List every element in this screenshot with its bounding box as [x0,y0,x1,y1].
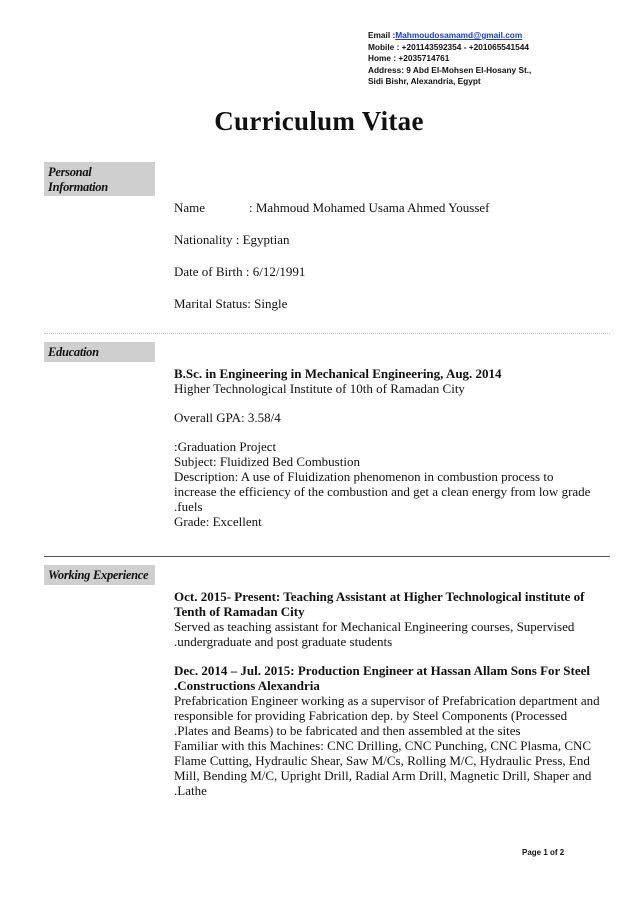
job2-description-line-1: Prefabrication Engineer working as a supervisor of Prefabrication department and [174,693,600,708]
graduation-project-label: :Graduation Project [174,439,277,454]
nationality-row: Nationality : Egyptian [174,232,290,247]
institute: Higher Technological Institute of 10th of Ramadan City [174,381,465,396]
personal-heading-line-1: Personal [48,165,92,179]
page-title: Curriculum Vitae [214,106,424,136]
personal-heading-line-2: Information [48,180,108,194]
mobile-line: Mobile : +201143592354 - +201065541544 [368,41,529,52]
gpa: Overall GPA: 3.58/4 [174,410,281,425]
job2-description-line-6: Mill, Bending M/C, Upright Drill, Radial Arm Drill, Magnetic Drill, Shaper and [174,768,592,783]
job2-description-line-2: responsible for providing Fabrication dep. by Steel Components (Processed [174,708,568,723]
project-description-line-1: Description: A use of Fluidization phenomenon in combustion process to [174,469,554,484]
address-line-2: Sidi Bishr, Alexandria, Egypt [368,76,481,87]
email-label: Email : [368,30,396,40]
section-divider [44,333,610,334]
email-line [368,30,618,42]
job2-description-line-7: .Lathe [174,783,207,798]
degree [174,366,502,381]
section-heading-experience: Working Experience [44,565,155,585]
job1-description-line-2: .undergraduate and post graduate students [174,634,393,649]
job2-description-line-3: .Plates and Beams) to be fabricated and then assembled at the sites [174,723,521,738]
job2-title-line-1 [174,663,590,678]
name-label: Name [174,200,206,215]
job2-description-line-5: Flame Cutting, Hydraulic Shear, Saw M/Cs, Rolling M/C, Hydraulic Press, End [174,753,590,768]
job1-description-line-1: Served as teaching assistant for Mechanical Engineering courses, Supervised [174,619,575,634]
job1-title-line-2 [174,604,305,619]
job1-title-text-2: Tenth of Ramadan City [174,604,305,619]
home-phone-line: Home : +2035714761 [368,53,450,64]
project-description-line-3: .fuels [174,499,203,514]
contact-block [368,30,618,88]
name-row [174,200,490,215]
project-description-line-2: increase the efficiency of the combustion and get a clean energy from low grade [174,484,591,499]
email-link[interactable]: Mahmoudosamamd@gmail.com [395,30,523,40]
section-divider [44,556,610,557]
job2-title-text-1: Dec. 2014 – Jul. 2015: Production Engineer at Hassan Allam Sons For Steel [174,663,591,678]
job1-title-line-1 [174,589,584,604]
address-line-1: Address: 9 Abd El-Mohsen El-Hosany St., [368,64,532,75]
project-grade: Grade: Excellent [174,514,262,529]
page-number: Page 1 of 2 [522,848,565,857]
job2-title-text-2: .Constructions Alexandria [174,678,320,693]
section-heading-education: Education [44,342,155,362]
job2-description-line-4: Familiar with this Machines: CNC Drilling, CNC Punching, CNC Plasma, CNC [174,738,592,753]
degree-text: B.Sc. in Engineering in Mechanical Engineering, Aug. 2014 [174,366,502,381]
section-heading-personal [44,162,155,196]
marital-status-row: Marital Status: Single [174,296,288,311]
name-value: : Mahmoud Mohamed Usama Ahmed Youssef [249,200,490,215]
project-subject: Subject: Fluidized Bed Combustion [174,454,360,469]
dob-row: Date of Birth : 6/12/1991 [174,264,306,279]
job2-title-line-2 [174,678,320,693]
job1-title-text-1: Oct. 2015- Present: Teaching Assistant at Higher Technological institute of [174,589,585,604]
